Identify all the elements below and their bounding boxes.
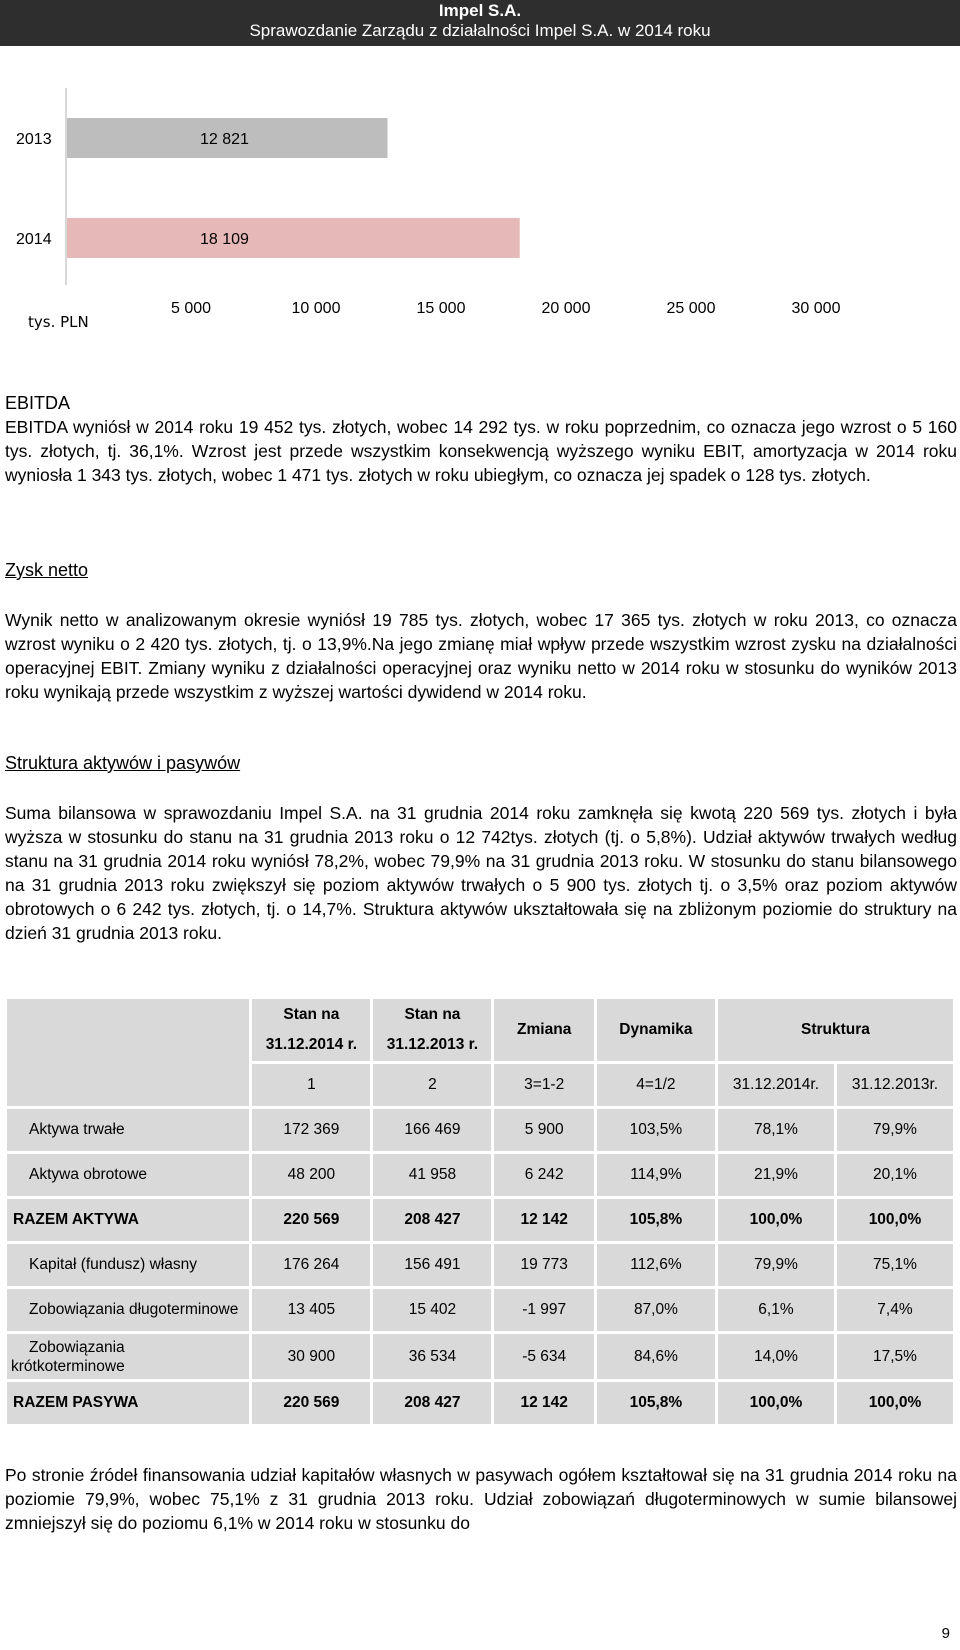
table-cell: 15 402: [373, 1289, 491, 1331]
table-cell: 7,4%: [837, 1289, 953, 1331]
row-label-line2: krótkoterminowe: [11, 1357, 125, 1375]
table-cell: 12 142: [494, 1199, 593, 1241]
table-cell: 14,0%: [718, 1334, 834, 1379]
table-cell: 78,1%: [718, 1109, 834, 1151]
row-label: RAZEM AKTYWA: [7, 1199, 249, 1241]
row-label: Kapitał (fundusz) własny: [7, 1244, 249, 1286]
value-label-2013: 12 821: [200, 131, 249, 148]
x-tick-label: 15 000: [416, 300, 466, 317]
value-label-2014: 18 109: [200, 231, 249, 248]
table-cell: 100,0%: [837, 1199, 953, 1241]
chart-svg: [0, 80, 960, 360]
table-cell: 21,9%: [718, 1154, 834, 1196]
x-tick-label: 5 000: [170, 300, 212, 317]
row-label: [7, 1334, 249, 1379]
table-cell: 220 569: [252, 1382, 370, 1424]
table-cell: 6,1%: [718, 1289, 834, 1331]
table-cell: 17,5%: [837, 1334, 953, 1379]
zysk-netto-title: Zysk netto: [5, 560, 89, 580]
table-cell: 13 405: [252, 1289, 370, 1331]
final-paragraph: Po stronie źródeł finansowania udział kapitałów własnych w pasywach ogółem kształtował się na 31 grudnia 2014 roku na poziomie 79,9%, wobec 75,1% z 31 grudnia 2013 roku. Udział zobowiązań długoterminowych w sumie bilansowej zmniejszył się do poziomu 6,1% w 2014 roku w stosunku do: [5, 1465, 957, 1533]
table-cell: 166 469: [373, 1109, 491, 1151]
table-cell: 20,1%: [837, 1154, 953, 1196]
table-cell: 105,8%: [597, 1382, 715, 1424]
table-sub-1: 1: [252, 1064, 370, 1106]
row-label: Aktywa trwałe: [7, 1109, 249, 1151]
x-tick-label: 10 000: [291, 300, 341, 317]
table-header-row: [7, 999, 953, 1061]
page-number: 9: [941, 1625, 950, 1642]
table-cell: 103,5%: [597, 1109, 715, 1151]
category-label-2013: 2013: [16, 131, 52, 148]
table-sub-2: 2: [373, 1064, 491, 1106]
table-header-stan-2013: [373, 999, 491, 1061]
row-label-line1: Zobowiązania: [29, 1338, 125, 1356]
table-cell: -5 634: [494, 1334, 593, 1379]
table-header-dynamika: Dynamika: [597, 999, 715, 1061]
table-cell: 5 900: [494, 1109, 593, 1151]
table-header-stan-2014-line1: Stan na: [283, 1006, 340, 1023]
table-cell: 100,0%: [718, 1199, 834, 1241]
table-row: [7, 1109, 953, 1151]
table-row-total: [7, 1199, 953, 1241]
table-sub-5: 31.12.2014r.: [718, 1064, 834, 1106]
table-cell: 79,9%: [837, 1109, 953, 1151]
table-cell: 172 369: [252, 1109, 370, 1151]
company-name: Impel S.A.: [438, 1, 522, 20]
ebit-bar-chart: [0, 80, 960, 360]
table-cell: 156 491: [373, 1244, 491, 1286]
table-sub-3: 3=1-2: [494, 1064, 593, 1106]
page-header: [0, 0, 960, 46]
row-label: Zobowiązania długoterminowe: [7, 1289, 249, 1331]
table-row: [7, 1334, 953, 1379]
table-cell: 220 569: [252, 1199, 370, 1241]
chart-unit-label: tys. PLN: [28, 313, 89, 331]
x-tick-label: 25 000: [666, 300, 716, 317]
table-cell: 48 200: [252, 1154, 370, 1196]
table-cell: 208 427: [373, 1199, 491, 1241]
category-label-2014: 2014: [16, 231, 52, 248]
table-cell: 112,6%: [597, 1244, 715, 1286]
table-header-stan-2013-line2: 31.12.2013 r.: [386, 1036, 479, 1053]
table-cell: 114,9%: [597, 1154, 715, 1196]
table-header-stan-2013-line1: Stan na: [404, 1006, 461, 1023]
table-row: [7, 1289, 953, 1331]
table-cell: 84,6%: [597, 1334, 715, 1379]
row-label: Aktywa obrotowe: [7, 1154, 249, 1196]
table-cell: 100,0%: [837, 1382, 953, 1424]
x-tick-label: 30 000: [791, 300, 841, 317]
table-sub-4: 4=1/2: [597, 1064, 715, 1106]
table-sub-6: 31.12.2013r.: [837, 1064, 953, 1106]
table-cell: 75,1%: [837, 1244, 953, 1286]
table-cell: 6 242: [494, 1154, 593, 1196]
struktura-title: Struktura aktywów i pasywów: [5, 753, 241, 773]
table-cell: 100,0%: [718, 1382, 834, 1424]
table-header-struktura: Struktura: [718, 999, 953, 1061]
table-header-stan-2014: [252, 999, 370, 1061]
table-cell: 41 958: [373, 1154, 491, 1196]
table-cell: 208 427: [373, 1382, 491, 1424]
report-title: Sprawozdanie Zarządu z działalności Impel S.A. w 2014 roku: [249, 21, 711, 40]
table-row-total: [7, 1382, 953, 1424]
row-label: RAZEM PASYWA: [7, 1382, 249, 1424]
table-cell: -1 997: [494, 1289, 593, 1331]
ebitda-title: EBITDA: [5, 393, 71, 413]
table-header-zmiana: Zmiana: [494, 999, 593, 1061]
table-cell: 36 534: [373, 1334, 491, 1379]
table-row: [7, 1154, 953, 1196]
balance-structure-table: [4, 996, 956, 1427]
table-cell: 79,9%: [718, 1244, 834, 1286]
zysk-netto-paragraph: Wynik netto w analizowanym okresie wyniósł 19 785 tys. złotych, wobec 17 365 tys. złotych w roku 2013, co oznacza wzrost wyniku o 2 420 tys. złotych, tj. o 13,9%.Na jego zmianę miał wpływ przede wszystkim wzrost zysku na działalności operacyjnej EBIT. Zmiany wyniku z działalności operacyjnej oraz wyniku netto w 2014 roku w stosunku do wyników 2013 roku wynikają przede wszystkim z wyższej wartości dywidend w 2014 roku.: [5, 610, 957, 702]
table-header-stan-2014-line2: 31.12.2014 r.: [265, 1036, 358, 1053]
table-cell: 19 773: [494, 1244, 593, 1286]
table-cell: 105,8%: [597, 1199, 715, 1241]
x-tick-label: 20 000: [541, 300, 591, 317]
bar-2014: [67, 218, 520, 258]
struktura-paragraph: Suma bilansowa w sprawozdaniu Impel S.A. na 31 grudnia 2014 roku zamknęła się kwotą 220 569 tys. złotych i była wyższa w stosunku do stanu na 31 grudnia 2013 roku o 12 742tys. złotych (tj. o 5,8%). Udział aktywów trwałych według stanu na 31 grudnia 2014 roku wyniósł 78,2%, wobec 79,9% na 31 grudnia 2013 roku. W stosunku do stanu bilansowego na 31 grudnia 2013 roku zwiększył się poziom aktywów trwałych o 5 900 tys. złotych tj. o 3,5% oraz poziom aktywów obrotowych o 6 242 tys. złotych, tj. o 14,7%. Struktura aktywów ukształtowała się na zbliżonym poziomie do struktury na dzień 31 grudnia 2013 roku.: [5, 803, 957, 943]
table-cell: 12 142: [494, 1382, 593, 1424]
table-header-empty: [7, 999, 249, 1106]
table-row: [7, 1244, 953, 1286]
table-cell: 30 900: [252, 1334, 370, 1379]
table-cell: 176 264: [252, 1244, 370, 1286]
ebitda-paragraph: EBITDA wyniósł w 2014 roku 19 452 tys. złotych, wobec 14 292 tys. w roku poprzednim, co oznacza jego wzrost o 5 160 tys. złotych, tj. 36,1%. Wzrost jest przede wszystkim konsekwencją wyższego wyniku EBIT, amortyzacja w 2014 roku wyniosła 1 343 tys. złotych, wobec 1 471 tys. złotych w roku ubiegłym, co oznacza jej spadek o 128 tys. złotych.: [5, 417, 957, 485]
table-cell: 87,0%: [597, 1289, 715, 1331]
